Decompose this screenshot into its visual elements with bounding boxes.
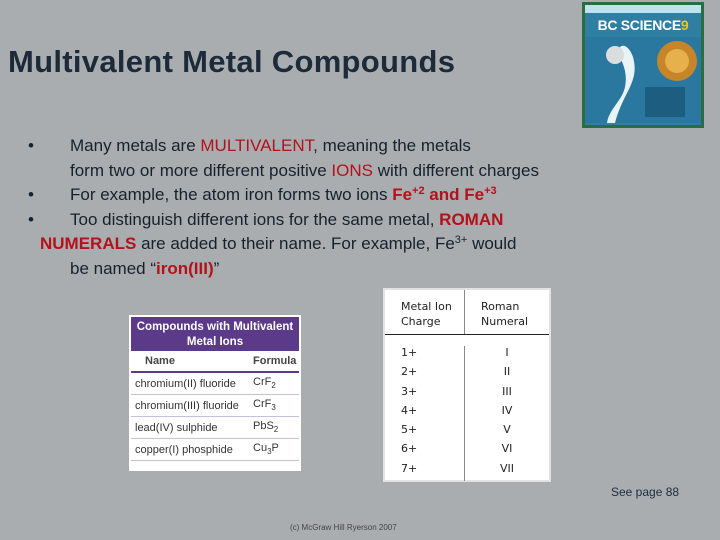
bullet-roman-numerals-line3: be named “iron(III)” <box>70 258 220 278</box>
roman-table-header: Metal Ion Charge Roman Numeral <box>385 290 549 335</box>
bullet-roman-numerals: • Too distinguish different ions for the same metal, ROMAN <box>28 209 504 229</box>
table-row: copper(I) phosphide $Cu_3P$ <box>131 439 299 461</box>
bullet-multivalent: • Many metals are MULTIVALENT, meaning the metals <box>28 136 471 155</box>
book-cover-art <box>585 37 701 123</box>
bullet-multivalent-line2: form two or more different positive IONS with different charges <box>70 160 539 180</box>
bullet-roman-numerals-line2: NUMERALS are added to their name. For example, $Fe^{3+}$ would <box>40 234 517 253</box>
table-row: chromium(III) fluoride CrF$_3$ <box>131 395 299 417</box>
copyright-footer: (c) McGraw Hill Ryerson 2007 <box>290 523 397 532</box>
compounds-table-header: Compounds with Multivalent Metal Ions <box>131 317 299 351</box>
bullet-iron-example: • For example, the atom iron forms two ions $Fe^{+2}$ and $Fe^{+3}$ <box>28 185 497 204</box>
see-page-reference: See page 88 <box>611 485 680 499</box>
bullet-list <box>28 134 694 281</box>
compounds-table <box>129 315 301 471</box>
slide-title: Multivalent Metal Compounds <box>8 44 456 79</box>
table-row: chromium(II) fluoride CrF$_2$ <box>131 373 299 395</box>
charge-column: 1+ 2+ 3+ 4+ 5+ 6+ 7+ <box>385 346 465 481</box>
book-cover-title: BC SCIENCE9 <box>597 17 689 33</box>
compounds-table-column-headers: Name Formula <box>131 351 299 373</box>
roman-numeral-table <box>383 288 551 482</box>
book-cover-image <box>582 2 704 128</box>
numeral-column: I II III IV V VI VII <box>499 346 514 475</box>
table-row: lead(IV) sulphide PbS$_2$ <box>131 417 299 439</box>
